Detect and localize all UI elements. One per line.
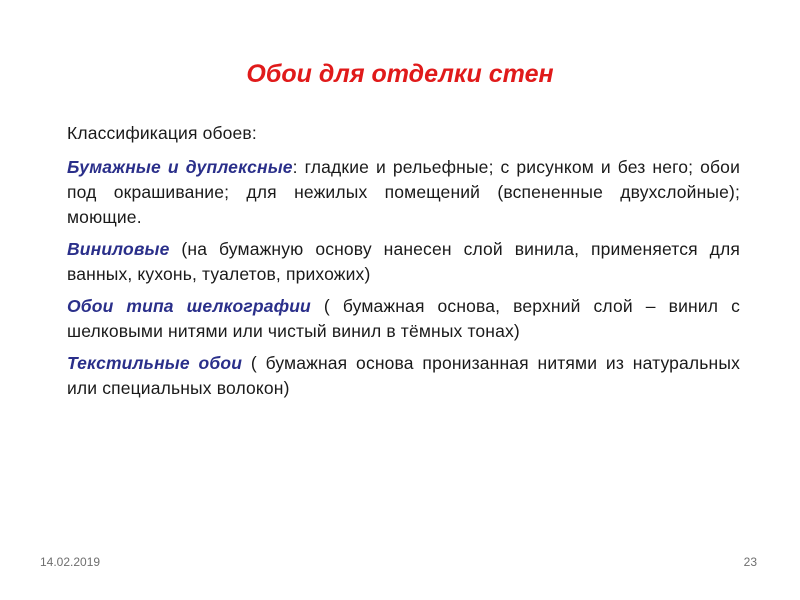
description-silkscreen: ( бумажная основа, верхний слой – винил с шелковыми нитями или чистый винил в тёмных тонах) bbox=[67, 296, 740, 341]
description-paper: : гладкие и рельефные; с рисунком и без него; обои под окрашивание; для нежилых помещений (вспененные двухслойные); моющие. bbox=[67, 157, 740, 227]
term-textile: Текстильные обои bbox=[67, 353, 243, 373]
description-vinyl: (на бумажную основу нанесен слой винила, применяется для ванных, кухонь, туалетов, прихожих) bbox=[67, 239, 740, 284]
list-item-textile bbox=[67, 351, 740, 401]
intro-text: Классификация обоев: bbox=[67, 123, 257, 143]
term-paper: Бумажные и дуплексные bbox=[67, 157, 293, 177]
slide-body bbox=[67, 121, 740, 408]
list-item-silkscreen bbox=[67, 294, 740, 344]
list-item-paper bbox=[67, 155, 740, 230]
page-number: 23 bbox=[743, 555, 757, 569]
description-textile: ( бумажная основа пронизанная нитями из натуральных или специальных волокон) bbox=[67, 353, 740, 398]
slide-title: Обои для отделки стен bbox=[246, 60, 554, 88]
footer-date: 14.02.2019 bbox=[40, 555, 101, 569]
term-vinyl: Виниловые bbox=[67, 239, 170, 259]
term-silkscreen: Обои типа шелкографии bbox=[67, 296, 311, 316]
list-item-vinyl bbox=[67, 237, 740, 287]
